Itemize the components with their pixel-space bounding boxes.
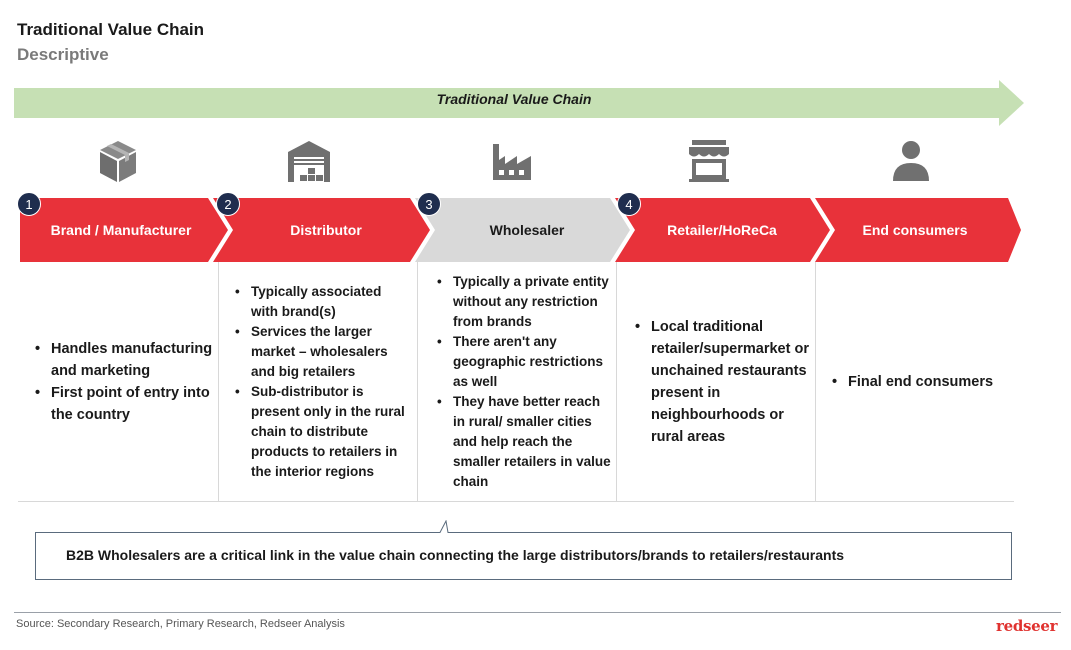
- column-divider: [218, 262, 219, 502]
- description-brand: [33, 262, 213, 502]
- stage-number-1: 1: [17, 192, 41, 216]
- bullet-item: • Sub-distributor is present only in the rural chain to distribute products to retailers in the interior regions: [233, 382, 411, 482]
- description-distributor: [233, 262, 411, 502]
- slide-subtitle: Descriptive: [17, 45, 109, 64]
- stage-number-4: 4: [617, 192, 641, 216]
- stage-label-distributor: Distributor: [290, 222, 362, 238]
- column-divider: [417, 262, 418, 502]
- callout-text: B2B Wholesalers are a critical link in the value chain connecting the large distributors/brands to retailers/restaurants: [66, 547, 845, 563]
- bullet-item: • Local traditional retailer/supermarket or unchained restaurants present in neighbourhoods or rural areas: [633, 316, 813, 448]
- column-divider: [815, 262, 816, 502]
- bullet-item: • First point of entry into the country: [33, 382, 213, 426]
- bullet-item: • Final end consumers: [830, 371, 993, 393]
- bullet-item: • Services the larger market – wholesalers and big retailers: [233, 322, 411, 382]
- stage-label-retailer: Retailer/HoReCa: [667, 222, 777, 238]
- redseer-logo: redseer: [996, 617, 1058, 635]
- bullet-item: • Handles manufacturing and marketing: [33, 338, 213, 382]
- warehouse-icon: [286, 138, 332, 184]
- flow-arrow-label: Traditional Value Chain: [436, 91, 592, 107]
- slide-title: Traditional Value Chain: [17, 20, 205, 39]
- footer-divider: [14, 612, 1061, 613]
- package-icon: [95, 138, 141, 184]
- bullet-item: • There aren't any geographic restrictions as well: [435, 332, 613, 392]
- stage-number-3: 3: [417, 192, 441, 216]
- stage-label-wholesaler: Wholesaler: [489, 222, 565, 238]
- person-icon: [888, 138, 934, 184]
- description-consumers: [830, 262, 1010, 502]
- bullet-item: • Typically a private entity without any restriction from brands: [435, 272, 613, 332]
- bullet-item: • Typically associated with brand(s): [233, 282, 411, 322]
- description-retailer: [633, 262, 813, 502]
- description-wholesaler: [435, 262, 613, 502]
- column-divider: [616, 262, 617, 502]
- storefront-icon: [686, 138, 732, 184]
- stage-label-brand: Brand / Manufacturer: [50, 222, 192, 238]
- source-note: Source: Secondary Research, Primary Research, Redseer Analysis: [16, 618, 345, 630]
- bullet-item: • They have better reach in rural/ smaller cities and help reach the smaller retailers in value chain: [435, 392, 613, 492]
- stage-number-2: 2: [216, 192, 240, 216]
- stage-label-consumers: End consumers: [862, 222, 968, 238]
- factory-icon: [489, 138, 535, 184]
